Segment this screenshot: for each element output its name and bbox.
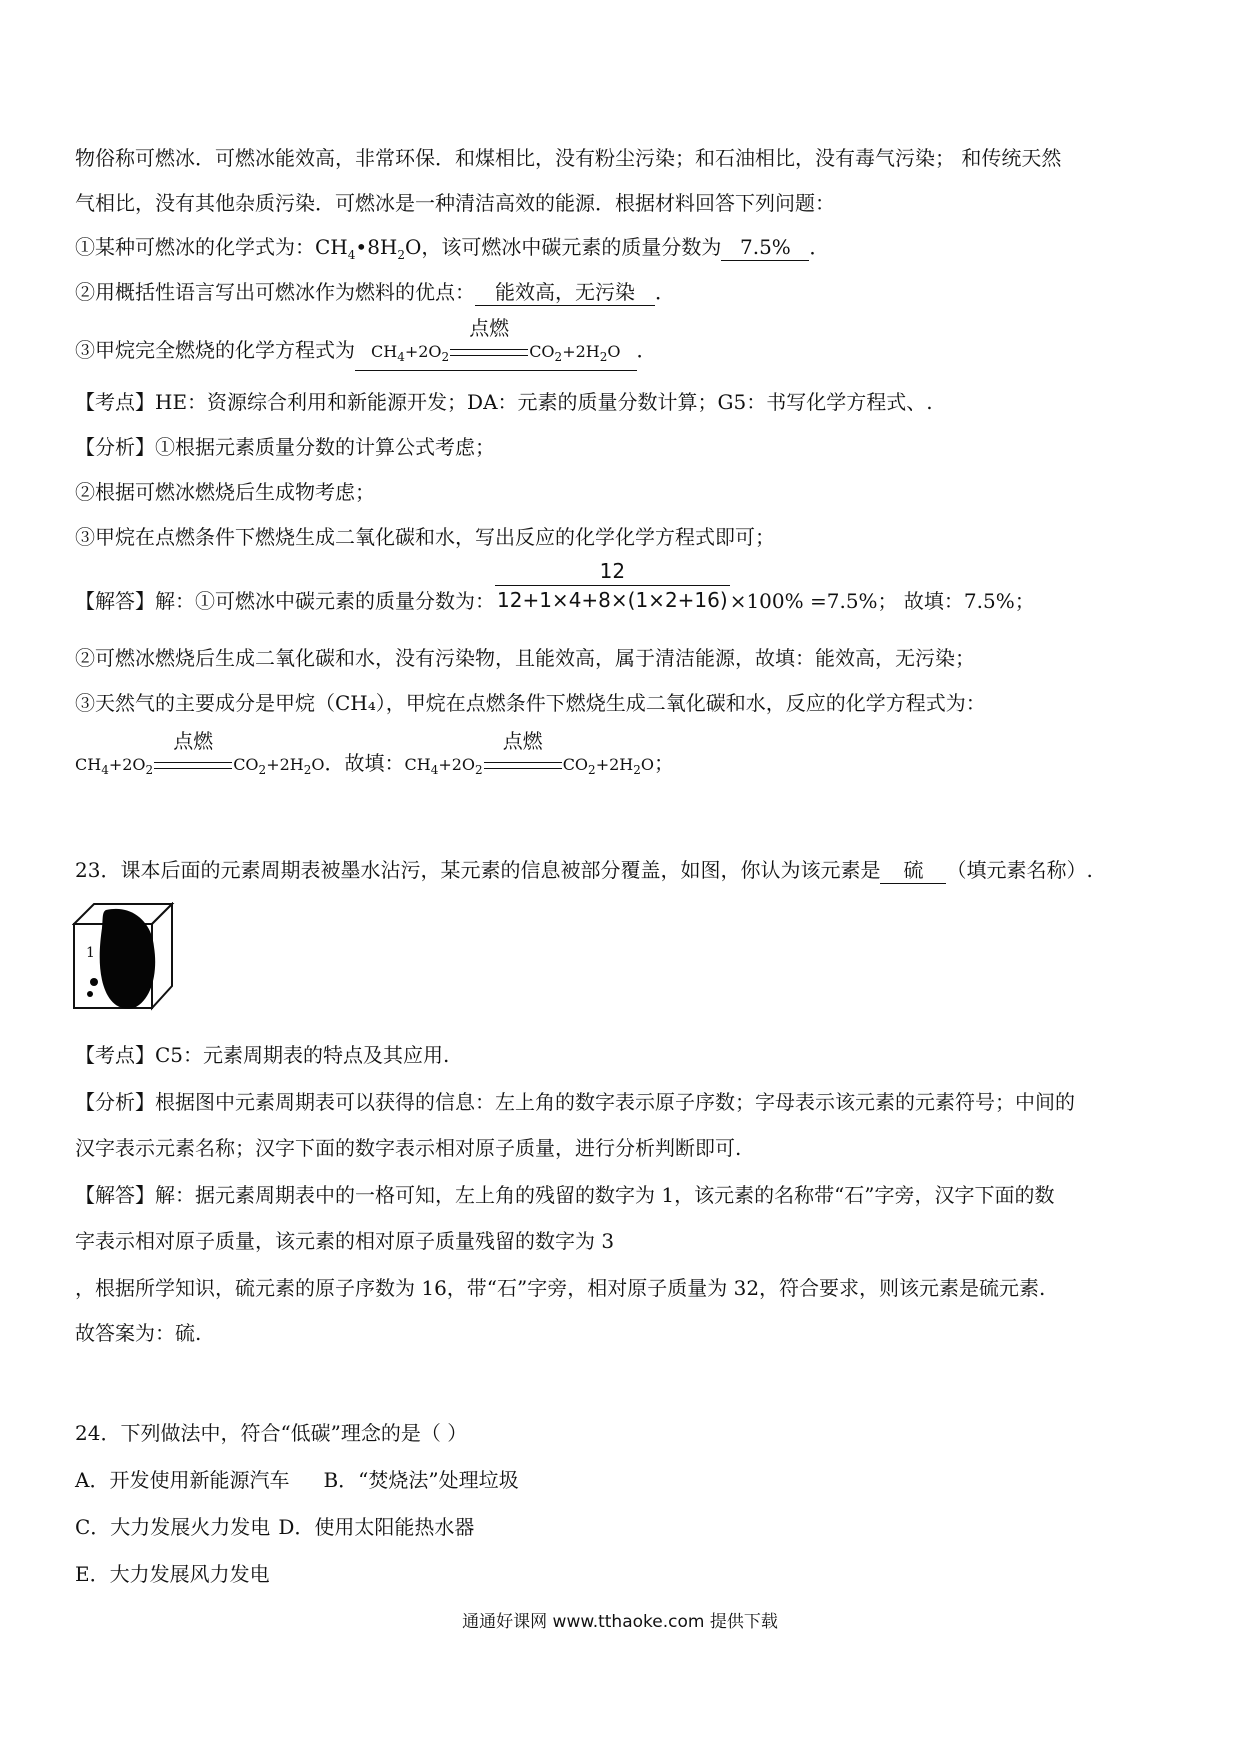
- subscript: 2: [145, 763, 154, 778]
- subscript: 2: [441, 350, 450, 365]
- equation-term: O: [607, 342, 621, 361]
- kaodian-line: 【考点】C5：元素周期表的特点及其应用.: [75, 1043, 450, 1067]
- question-1: [75, 232, 1165, 270]
- subscript: 2: [554, 350, 563, 365]
- jieda-line: ③天然气的主要成分是甲烷（CH₄），甲烷在点燃条件下燃烧生成二氧化碳和水，反应的化学方程式为：: [75, 691, 986, 715]
- jieda-line: 【解答】解：据元素周期表中的一格可知，左上角的残留的数字为 1，该元素的名称带“石”字旁，汉字下面的数: [75, 1183, 1055, 1207]
- jieda-line: [75, 559, 1165, 616]
- fenxi-line: 【分析】根据图中元素周期表可以获得的信息：左上角的数字表示原子序数；字母表示该元素的元素符号；中间的: [75, 1090, 1075, 1114]
- question-3: [75, 316, 1165, 371]
- equation-term: CO: [233, 755, 259, 774]
- equation-term: CH: [371, 342, 398, 361]
- question-text: ①某种可燃冰的化学式为：CH: [75, 235, 348, 259]
- answer-blank: 能效高，无污染: [475, 279, 655, 306]
- double-line: [484, 762, 562, 769]
- equation-term: CO: [529, 342, 555, 361]
- equation-term: +2H: [562, 342, 600, 361]
- fenxi-line: ②根据可燃冰燃烧后生成物考虑；: [75, 480, 375, 504]
- reaction-arrow: [483, 729, 563, 780]
- element-tile-figure: [72, 902, 176, 1012]
- option-e: E．大力发展风力发电: [75, 1562, 270, 1586]
- question-text: ．: [809, 235, 830, 259]
- fenxi-line: 汉字表示元素名称；汉字下面的数字表示相对原子质量，进行分析判断即可.: [75, 1136, 742, 1160]
- option-b: B．“焚烧法”处理垃圾: [323, 1468, 519, 1492]
- subscript: 2: [303, 763, 312, 778]
- question-text: 23．课本后面的元素周期表被墨水沾污，某元素的信息被部分覆盖，如图，你认为该元素是: [75, 858, 881, 882]
- equation-term: O: [311, 755, 325, 774]
- answer-blank: [355, 316, 637, 371]
- subscript: 2: [475, 763, 483, 778]
- equation-term: +2O: [404, 342, 442, 361]
- answer-text: 【解答】解：①可燃冰中碳元素的质量分数为：: [75, 589, 495, 613]
- equation-term: +2O: [108, 755, 146, 774]
- subscript: 2: [599, 350, 608, 365]
- question-23: [75, 855, 1165, 885]
- reaction-condition: 点燃: [469, 316, 510, 340]
- fenxi-line: 【分析】①根据元素质量分数的计算公式考虑；: [75, 435, 495, 459]
- paragraph-line: 气相比，没有其他杂质污染．可燃冰是一种清洁高效的能源．根据材料回答下列问题：: [75, 191, 835, 215]
- jieda-line: ②可燃冰燃烧后生成二氧化碳和水，没有污染物，且能效高，属于清洁能源，故填：能效高，无污染；: [75, 646, 975, 670]
- equation-term: CO: [562, 755, 589, 774]
- equation-term: CH: [404, 755, 431, 774]
- double-line: [154, 762, 232, 769]
- jieda-line: ，根据所学知识，硫元素的原子序数为 16，带“石”字旁，相对原子质量为 32，符合要求，则该元素是硫元素.: [75, 1276, 1046, 1300]
- reaction-condition: 点燃: [502, 729, 543, 753]
- subscript: 2: [258, 763, 267, 778]
- equation-term: +2O: [438, 755, 476, 774]
- reaction-condition: 点燃: [173, 729, 214, 753]
- answer-text: ．故填：: [324, 751, 405, 775]
- fenxi-line: ③甲烷在点燃条件下燃烧生成二氧化碳和水，写出反应的化学化学方程式即可；: [75, 525, 775, 549]
- reaction-arrow: [449, 316, 529, 365]
- page-footer: 通通好课网 www.tthaoke.com 提供下载: [462, 1612, 778, 1632]
- question-24-stem: 24．下列做法中，符合“低碳”理念的是（ ）: [75, 1421, 468, 1445]
- reaction-arrow: [153, 729, 233, 780]
- equation-term: O: [640, 755, 654, 774]
- equation-line: $CH_4+2O_2$ 点燃 $CO_2+2H_2O$．故填：$CH_4+2O_2$ 点燃 $CO_2+2H_2O$；: [75, 748, 1165, 785]
- tile-atomic-number: 1: [86, 945, 95, 961]
- question-text: ②用概括性语言写出可燃冰作为燃料的优点：: [75, 280, 475, 304]
- mass-fraction: [495, 557, 730, 614]
- equation-term: +2H: [595, 755, 634, 774]
- subscript: 2: [397, 248, 405, 262]
- double-line: [450, 349, 528, 356]
- option-c: C．大力发展火力发电: [75, 1515, 271, 1539]
- option-row: [75, 1512, 1165, 1542]
- question-text: •8H: [355, 235, 398, 259]
- question-text: ③甲烷完全燃烧的化学方程式为: [75, 338, 355, 362]
- question-text: ．: [655, 280, 675, 304]
- question-text: O，该可燃冰中碳元素的质量分数为: [405, 235, 722, 259]
- option-d: D．使用太阳能热水器: [278, 1515, 475, 1539]
- subscript: 4: [397, 350, 405, 365]
- question-2: [75, 277, 1165, 307]
- jieda-line: 故答案为：硫.: [75, 1321, 202, 1345]
- answer-text: ×100% =7.5%； 故填：7.5%；: [729, 589, 1035, 613]
- question-text: ．: [636, 338, 657, 362]
- answer-blank: 硫: [880, 857, 946, 884]
- paragraph-line: 物俗称可燃冰．可燃冰能效高，非常环保．和煤相比，没有粉尘污染；和石油相比，没有毒气污染； 和传统天然: [75, 146, 1062, 170]
- jieda-line: 字表示相对原子质量，该元素的相对原子质量残留的数字为 3: [75, 1229, 615, 1253]
- subscript: 4: [101, 763, 109, 778]
- subscript: 4: [347, 248, 356, 262]
- subscript: 2: [633, 763, 641, 778]
- subscript: 2: [588, 763, 596, 778]
- fraction-numerator: 12: [599, 559, 626, 583]
- kaodian-line: 【考点】HE：资源综合利用和新能源开发；DA：元素的质量分数计算；G5：书写化学方程式、.: [75, 390, 933, 414]
- equation-term: CH: [75, 755, 102, 774]
- equation-term: +2H: [266, 755, 304, 774]
- fraction-denominator: 12+1×4+8×(1×2+16): [495, 585, 730, 614]
- option-a: A．开发使用新能源汽车: [75, 1468, 290, 1492]
- answer-blank: 7.5%: [721, 234, 809, 261]
- subscript: 4: [430, 763, 439, 778]
- option-row: [75, 1465, 1165, 1495]
- question-text: （填元素名称）.: [946, 858, 1093, 882]
